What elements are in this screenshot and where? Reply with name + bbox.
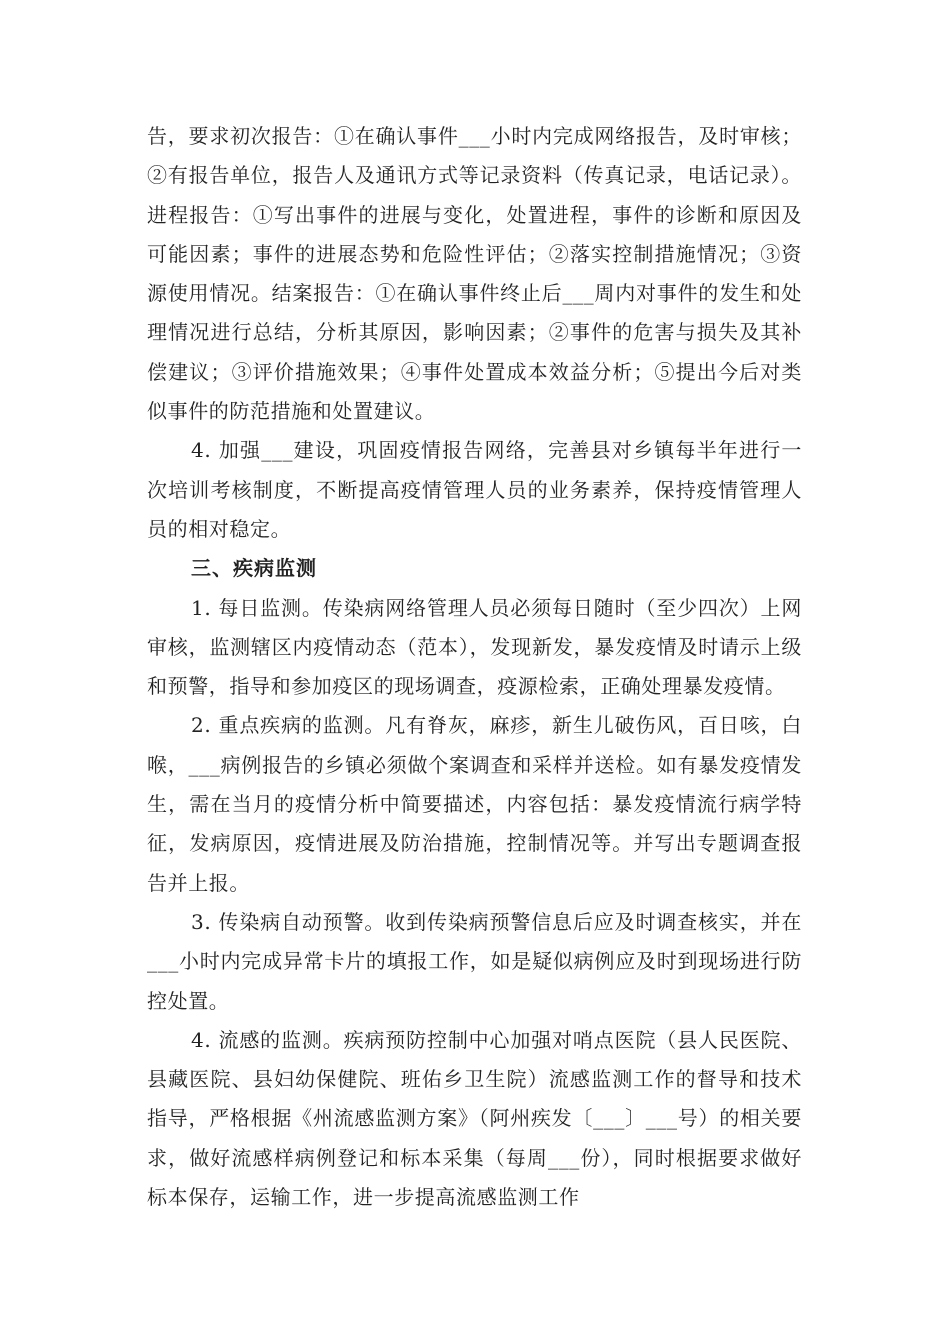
paragraph-item-4-network: 4. 加强___建设，巩固疫情报告网络，完善县对乡镇每半年进行一次培训考核制度，不断提高疫情管理人员的业务素养，保持疫情管理人员的相对稳定。 [147, 438, 802, 541]
document-page [147, 117, 802, 1217]
paragraph-item-2-key-disease: 2. 重点疾病的监测。凡有脊灰，麻疹，新生儿破伤风，百日咳，白喉，___病例报告的乡镇必须做个案调查和采样并送检。如有暴发疫情发生，需在当月的疫情分析中简要描述，内容包括：暴发疫情流行病学特征，发病原因，疫情进展及防治措施，控制情况等。并写出专题调查报告并上报。 [147, 713, 802, 895]
paragraph-item-3-warning: 3. 传染病自动预警。收到传染病预警信息后应及时调查核实，并在___小时内完成异常卡片的填报工作，如是疑似病例应及时到现场进行防控处置。 [147, 909, 802, 1013]
paragraph-item-1-daily: 1. 每日监测。传染病网络管理人员必须每日随时（至少四次）上网审核，监测辖区内疫情动态（范本），发现新发，暴发疫情及时请示上级和预警，指导和参加疫区的现场调查，疫源检索，正确处理暴发疫情。 [147, 595, 802, 699]
paragraph-report-continued: 告，要求初次报告：①在确认事件___小时内完成网络报告，及时审核；②有报告单位，报告人及通讯方式等记录资料（传真记录，电话记录）。进程报告：①写出事件的进展与变化，处置进程，事件的诊断和原因及可能因素；事件的进展态势和危险性评估；②落实控制措施情况；③资源使用情况。结案报告：①在确认事件终止后___周内对事件的发生和处理情况进行总结，分析其原因，影响因素；②事件的危害与损失及其补偿建议；③评价措施效果；④事件处置成本效益分析；⑤提出今后对类似事件的防范措施和处置建议。 [147, 124, 802, 424]
section-heading-disease-monitoring: 三、疾病监测 [191, 556, 317, 581]
paragraph-item-4-flu: 4. 流感的监测。疾病预防控制中心加强对哨点医院（县人民医院、县藏医院、县妇幼保健院、班佑乡卫生院）流感监测工作的督导和技术指导，严格根据《州流感监测方案》（阿州疾发〔___〕___号）的相关要求，做好流感样病例登记和标本采集（每周___份），同时根据要求做好标本保存，运输工作，进一步提高流感监测工作 [147, 1027, 802, 1210]
